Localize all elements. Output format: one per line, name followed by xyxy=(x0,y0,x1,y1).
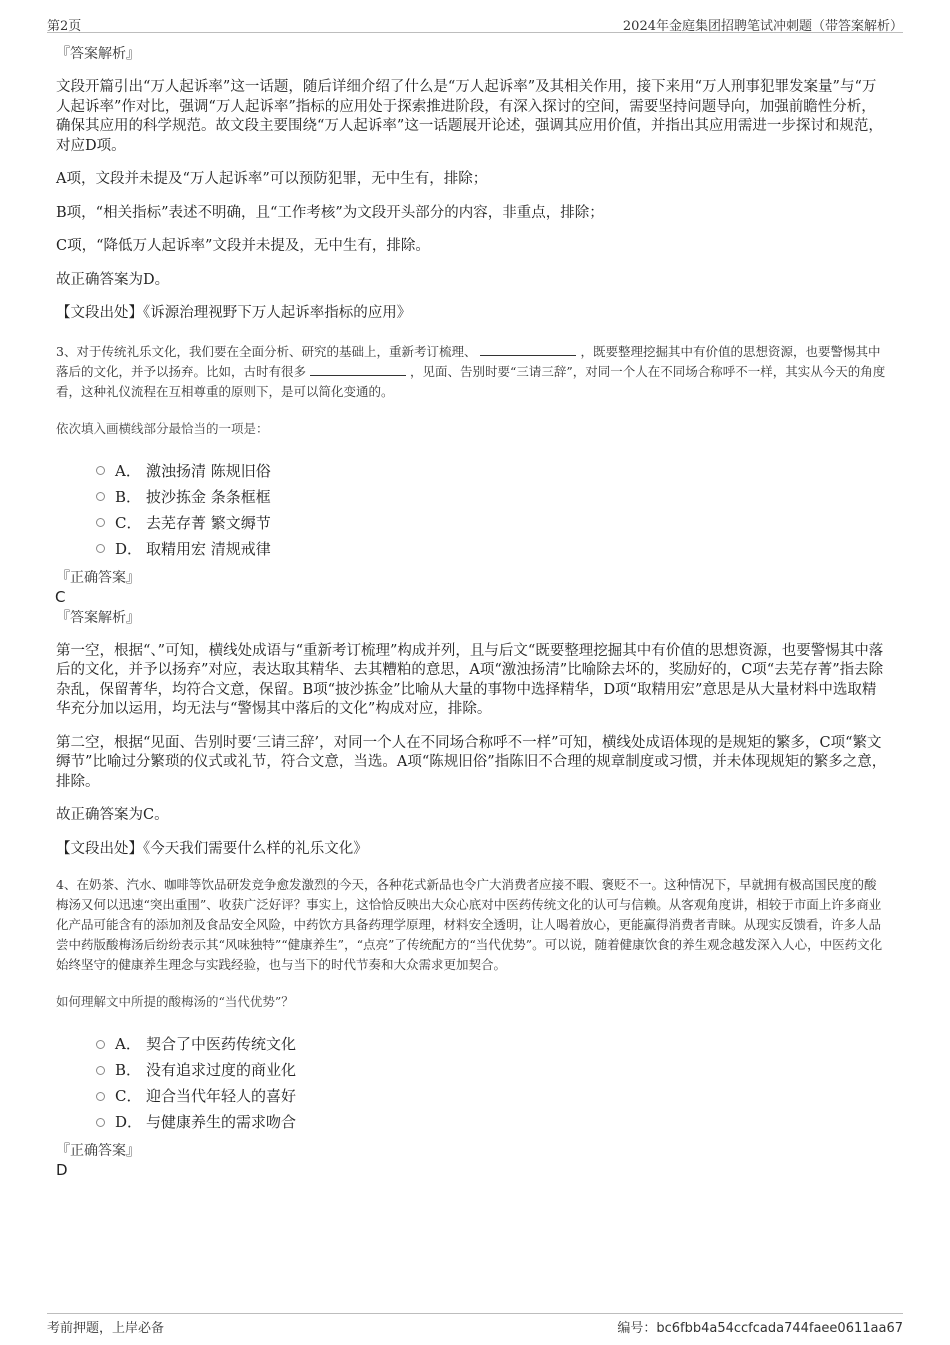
option-list xyxy=(96,1031,888,1135)
correct-answer: D xyxy=(56,1161,68,1179)
correct-answer: C xyxy=(55,587,66,606)
question-4 xyxy=(56,875,888,1179)
radio-icon[interactable] xyxy=(96,1092,105,1101)
option-a[interactable]: A． 契合了中医药传统文化 xyxy=(96,1031,888,1057)
option-list xyxy=(96,458,888,562)
source-citation: 【文段出处】《诉源治理视野下万人起诉率指标的应用》 xyxy=(56,305,412,321)
question-prompt: 依次填入画横线部分最恰当的一项是： xyxy=(56,420,269,436)
analysis-label: 『答案解析』 xyxy=(56,609,140,626)
option-a[interactable]: A． 激浊扬清 陈规旧俗 xyxy=(96,458,888,484)
page-number: 第2页 xyxy=(47,19,82,34)
page-footer xyxy=(47,1313,903,1334)
question-prompt: 如何理解文中所提的酸梅汤的“当代优势”？ xyxy=(56,994,294,1009)
answer-label: 『正确答案』 xyxy=(56,1143,140,1159)
analysis-paragraph: B项，“相关指标”表述不明确，且“工作考核”为文段开头部分的内容，非重点，排除； xyxy=(56,204,604,221)
analysis-paragraph: 文段开篇引出“万人起诉率”这一话题，随后详细介绍了什么是“万人起诉率”及其相关作用，接下来用“万人刑事犯罪发案量”与“万人起诉率”作对比，强调“万人起诉率”指标的应用处于探索推进阶段，有深入探讨的空间，需要坚持问题导向，加强前瞻性分析，确保其应用的科学规范。故文段主要围绕“万人起诉率”这一话题展开论述，强调其应用价值，并指出其应用需进一步探讨和规范，对应D项。 xyxy=(56,79,883,154)
option-c[interactable]: C． 去芜存菁 繁文缛节 xyxy=(96,510,888,536)
radio-icon[interactable] xyxy=(96,1040,105,1049)
fill-blank xyxy=(310,363,406,376)
analysis-paragraph: 故正确答案为C。 xyxy=(56,807,169,823)
question-text: 3、对于传统礼乐文化，我们要在全面分析、研究的基础上，重新考订梳理、 ，既要整理挖掘其中有价值的思想资源，也要警惕其中落后的文化，并予以扬弃。比如，古时有很多 ，见面、告别时要“三请三辞”，对同一个人在不同场合称呼不一样，其实从今天的角度看，这种礼仪流程在互相尊重的原则下，是可以简化变通的。 xyxy=(56,343,886,399)
fill-blank xyxy=(480,343,576,356)
document-title: 2024年金庭集团招聘笔试冲刺题（带答案解析） xyxy=(622,19,903,34)
analysis-paragraph: 第二空，根据“见面、告别时要‘三请三辞’，对同一个人在不同场合称呼不一样”可知，横线处成语体现的是规矩的繁多，C项“繁文缛节”比喻过分繁琐的仪式或礼节，符合文意，当选。A项“陈规旧俗”指陈旧不合理的规章制度或习惯，并未体现规矩的繁多之意，排除。 xyxy=(56,734,887,790)
option-c[interactable]: C． 迎合当代年轻人的喜好 xyxy=(96,1083,888,1109)
radio-icon[interactable] xyxy=(96,466,105,475)
footer-slogan: 考前押题，上岸必备 xyxy=(47,1321,165,1336)
page-content xyxy=(56,44,888,1179)
radio-icon[interactable] xyxy=(96,544,105,553)
radio-icon[interactable] xyxy=(96,1066,105,1075)
analysis-label: 『答案解析』 xyxy=(56,46,140,62)
option-b[interactable]: B． 没有追求过度的商业化 xyxy=(96,1057,888,1083)
radio-icon[interactable] xyxy=(96,518,105,527)
question-3 xyxy=(56,342,888,860)
question-text: 4、在奶茶、汽水、咖啡等饮品研发竞争愈发激烈的今天，各种花式新品也令广大消费者应接不暇、褒贬不一。这种情况下，早就拥有极高国民度的酸梅汤又何以迅速“突出重围”、收获广泛好评？事实上，这恰恰反映出大众心底对中医药传统文化的认可与信赖。从客观角度讲，相较于市面上许多商业化产品可能含有的添加剂及食品安全风险，中药饮方具备药理学原理，材料安全透明，让人喝着放心，更能赢得消费者青睐。从现实反馈看，许多人品尝中药版酸梅汤后纷纷表示其“风味独特”“健康养生”，“点亮”了传统配方的“当代优势”。可以说，随着健康饮食的养生观念越发深入人心，中医药文化始终坚守的健康养生理念与实践经验，也与当下的时代节奏和大众需求更加契合。 xyxy=(56,877,883,972)
radio-icon[interactable] xyxy=(96,492,105,501)
analysis-paragraph: 故正确答案为D。 xyxy=(56,271,170,288)
option-d[interactable]: D． 取精用宏 清规戒律 xyxy=(96,536,888,562)
option-b[interactable]: B． 披沙拣金 条条框框 xyxy=(96,484,888,510)
analysis-paragraph: A项，文段并未提及“万人起诉率”可以预防犯罪，无中生有，排除； xyxy=(56,171,488,187)
section-previous-analysis xyxy=(56,44,888,324)
option-d[interactable]: D． 与健康养生的需求吻合 xyxy=(96,1109,888,1135)
radio-icon[interactable] xyxy=(96,1118,105,1127)
document-code: 编号：bc6fbb4a54ccfcada744faee0611aa67 xyxy=(617,1321,903,1336)
answer-label: 『正确答案』 xyxy=(56,569,140,586)
analysis-paragraph: 第一空，根据“、”可知，横线处成语与“重新考订梳理”构成并列，且与后文“既要整理挖掘其中有价值的思想资源，也要警惕其中落后的文化，并予以扬弃”对应，表达取其精华、去其糟粕的意思，A项“激浊扬清”比喻除去坏的，奖励好的，C项“去芜存菁”指去除杂乱，保留菁华，均符合文意，保留。B项“披沙拣金”比喻从大量的事物中选择精华，D项“取精用宏”意思是从大量材料中选取精华充分加以运用，均无法与“警惕其中落后的文化”构成对应，排除。 xyxy=(56,642,884,717)
page-header xyxy=(47,12,903,33)
source-citation: 【文段出处】《今天我们需要什么样的礼乐文化》 xyxy=(56,840,368,857)
analysis-paragraph: C项，“降低万人起诉率”文段并未提及，无中生有，排除。 xyxy=(56,238,430,254)
